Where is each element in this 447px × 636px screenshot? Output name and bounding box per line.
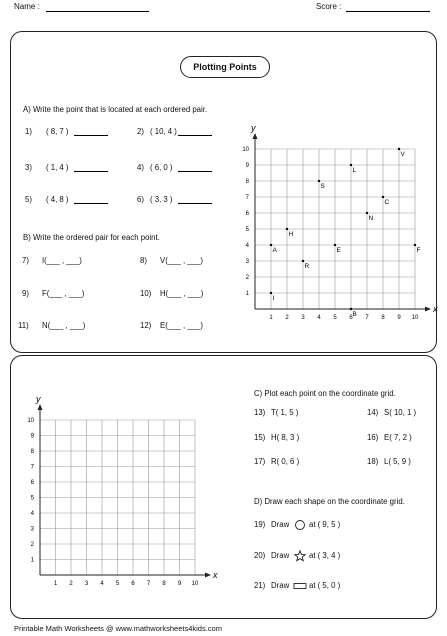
point-label: S (320, 183, 325, 190)
x-axis-label: x (433, 304, 438, 314)
question-number: 9) (22, 289, 29, 298)
question-number: 12) (140, 321, 152, 330)
question-number: 6) (137, 195, 144, 204)
question-number: 7) (22, 256, 29, 265)
question-number: 2) (137, 127, 144, 136)
question-number: 13) (254, 408, 266, 417)
name-label: Name : (14, 2, 40, 11)
x-tick-label: 10 (191, 581, 199, 587)
ordered-pair-blank: E(___ , ___) (160, 321, 203, 330)
plotted-point (398, 148, 400, 150)
question-number: 3) (25, 163, 32, 172)
worksheet-title: Plotting Points (180, 56, 270, 78)
answer-line (74, 171, 108, 172)
ordered-pair-blank: H(___ , ___) (160, 289, 204, 298)
x-axis-arrow-icon (205, 573, 211, 578)
point-to-plot: T( 1, 5 ) (271, 408, 299, 417)
score-label: Score : (316, 2, 342, 11)
x-tick-label: 3 (301, 315, 305, 321)
y-tick-label: 4 (30, 511, 34, 517)
x-tick-label: 8 (381, 315, 385, 321)
shape-coordinate: at ( 9, 5 ) (309, 520, 341, 529)
section-b-instruction: B) Write the ordered pair for each point. (23, 233, 160, 242)
ordered-pair: ( 10, 4 ) (150, 127, 177, 136)
y-tick-label: 10 (242, 147, 249, 153)
y-tick-label: 5 (245, 227, 249, 233)
x-tick-label: 1 (53, 581, 58, 587)
x-tick-label: 6 (131, 581, 135, 587)
answer-line (74, 203, 108, 204)
point-label: N (368, 215, 374, 222)
y-tick-label: 7 (245, 195, 249, 201)
section-a-instruction: A) Write the point that is located at each ordered pair. (23, 105, 208, 114)
ordered-pair-blank: F(___ , ___) (42, 289, 85, 298)
ordered-pair-blank: I(___ , ___) (42, 256, 82, 265)
question-number: 20) (254, 551, 266, 560)
ordered-pair-blank: N(___ , ___) (42, 321, 86, 330)
x-tick-label: 2 (69, 581, 73, 587)
x-tick-label: 7 (365, 315, 369, 321)
y-tick-label: 6 (30, 480, 34, 486)
star-shape-icon (293, 550, 307, 562)
plotted-point (366, 212, 368, 214)
point-label: R (304, 263, 310, 270)
plotted-point (382, 196, 384, 198)
y-axis-arrow-icon (253, 133, 258, 139)
y-tick-label: 4 (245, 243, 249, 249)
y-tick-label: 7 (30, 464, 34, 471)
x-tick-label: 2 (285, 315, 289, 321)
y-tick-label: 10 (27, 418, 34, 424)
answer-line (178, 135, 212, 136)
y-tick-label: 9 (245, 163, 249, 169)
y-axis-label: y (36, 394, 41, 404)
name-line (46, 11, 149, 12)
point-label: F (416, 247, 421, 254)
plotted-point (334, 244, 336, 246)
plotted-point (350, 164, 352, 166)
question-number: 14) (367, 408, 379, 417)
circle-shape-icon (293, 519, 307, 531)
x-tick-label: 9 (177, 581, 182, 587)
footer-credit: Printable Math Worksheets @ www.mathworksheets4kids.com (14, 624, 222, 633)
question-number: 18) (367, 457, 379, 466)
x-tick-label: 5 (115, 581, 120, 587)
question-number: 8) (140, 256, 147, 265)
question-number: 16) (367, 433, 379, 442)
x-tick-label: 1 (269, 315, 273, 321)
x-tick-label: 5 (333, 315, 337, 321)
question-number: 21) (254, 581, 266, 590)
plotted-point (270, 292, 272, 294)
point-label: H (288, 231, 294, 238)
score-line (346, 11, 430, 12)
x-axis-arrow-icon (425, 307, 431, 312)
ordered-pair: ( 4, 8 ) (46, 195, 69, 204)
question-number: 11) (18, 321, 29, 330)
point-label: L (352, 167, 357, 174)
point-label: C (384, 199, 390, 206)
point-label: V (400, 151, 405, 158)
point-to-plot: L( 5, 9 ) (384, 457, 411, 466)
point-label: B (352, 311, 357, 318)
shape-coordinate: at ( 3, 4 ) (309, 551, 341, 560)
question-number: 17) (254, 457, 266, 466)
x-tick-label: 6 (349, 315, 353, 321)
question-number: 4) (137, 163, 144, 172)
question-number: 10) (140, 289, 152, 298)
point-to-plot: S( 10, 1 ) (384, 408, 417, 417)
answer-line (178, 203, 212, 204)
x-axis-label: x (213, 570, 218, 580)
y-axis-label: y (251, 123, 256, 133)
ordered-pair-blank: V(___ , ___) (160, 256, 203, 265)
plotted-point (350, 308, 352, 310)
question-number: 5) (25, 195, 32, 204)
point-label: A (272, 247, 277, 254)
coordinate-grid-a (225, 115, 437, 325)
question-number: 15) (254, 433, 266, 442)
x-tick-label: 8 (162, 581, 166, 587)
x-tick-label: 3 (84, 581, 89, 587)
question-number: 1) (25, 127, 32, 136)
question-number: 19) (254, 520, 266, 529)
y-tick-label: 2 (245, 275, 249, 281)
y-tick-label: 8 (245, 179, 249, 185)
y-tick-label: 3 (30, 526, 34, 533)
ordered-pair: ( 6, 0 ) (150, 163, 173, 172)
draw-label: Draw (271, 581, 290, 590)
plotted-point (318, 180, 320, 182)
section-c-instruction: C) Plot each point on the coordinate grid. (254, 389, 396, 398)
plotted-point (270, 244, 272, 246)
y-tick-label: 1 (30, 557, 34, 564)
x-tick-label: 4 (100, 581, 104, 587)
rectangle-shape-icon (293, 580, 307, 592)
plotted-point (414, 244, 416, 246)
ordered-pair: ( 1, 4 ) (46, 163, 69, 172)
section-d-instruction: D) Draw each shape on the coordinate grid. (254, 497, 405, 506)
y-tick-label: 6 (245, 211, 249, 217)
draw-label: Draw (271, 520, 290, 529)
y-tick-label: 9 (30, 433, 34, 440)
answer-line (74, 135, 108, 136)
x-tick-label: 7 (146, 581, 151, 587)
y-tick-label: 3 (245, 259, 249, 265)
y-tick-label: 5 (30, 495, 34, 502)
point-to-plot: R( 0, 6 ) (271, 457, 300, 466)
point-label: E (336, 247, 341, 254)
x-tick-label: 10 (411, 315, 419, 321)
answer-line (178, 171, 212, 172)
y-axis-arrow-icon (38, 404, 43, 410)
plotted-point (286, 228, 288, 230)
y-tick-label: 2 (30, 542, 34, 548)
y-tick-label: 1 (245, 291, 249, 297)
shape-coordinate: at ( 5, 0 ) (309, 581, 341, 590)
plotted-point (302, 260, 304, 262)
x-tick-label: 9 (397, 315, 401, 321)
point-to-plot: H( 8, 3 ) (271, 433, 300, 442)
point-label: I (272, 295, 275, 302)
x-tick-label: 4 (317, 315, 321, 321)
coordinate-grid-b (22, 385, 227, 595)
y-tick-label: 8 (30, 449, 34, 455)
draw-label: Draw (271, 551, 290, 560)
point-to-plot: E( 7, 2 ) (384, 433, 412, 442)
ordered-pair: ( 8, 7 ) (46, 127, 69, 136)
ordered-pair: ( 3, 3 ) (150, 195, 173, 204)
